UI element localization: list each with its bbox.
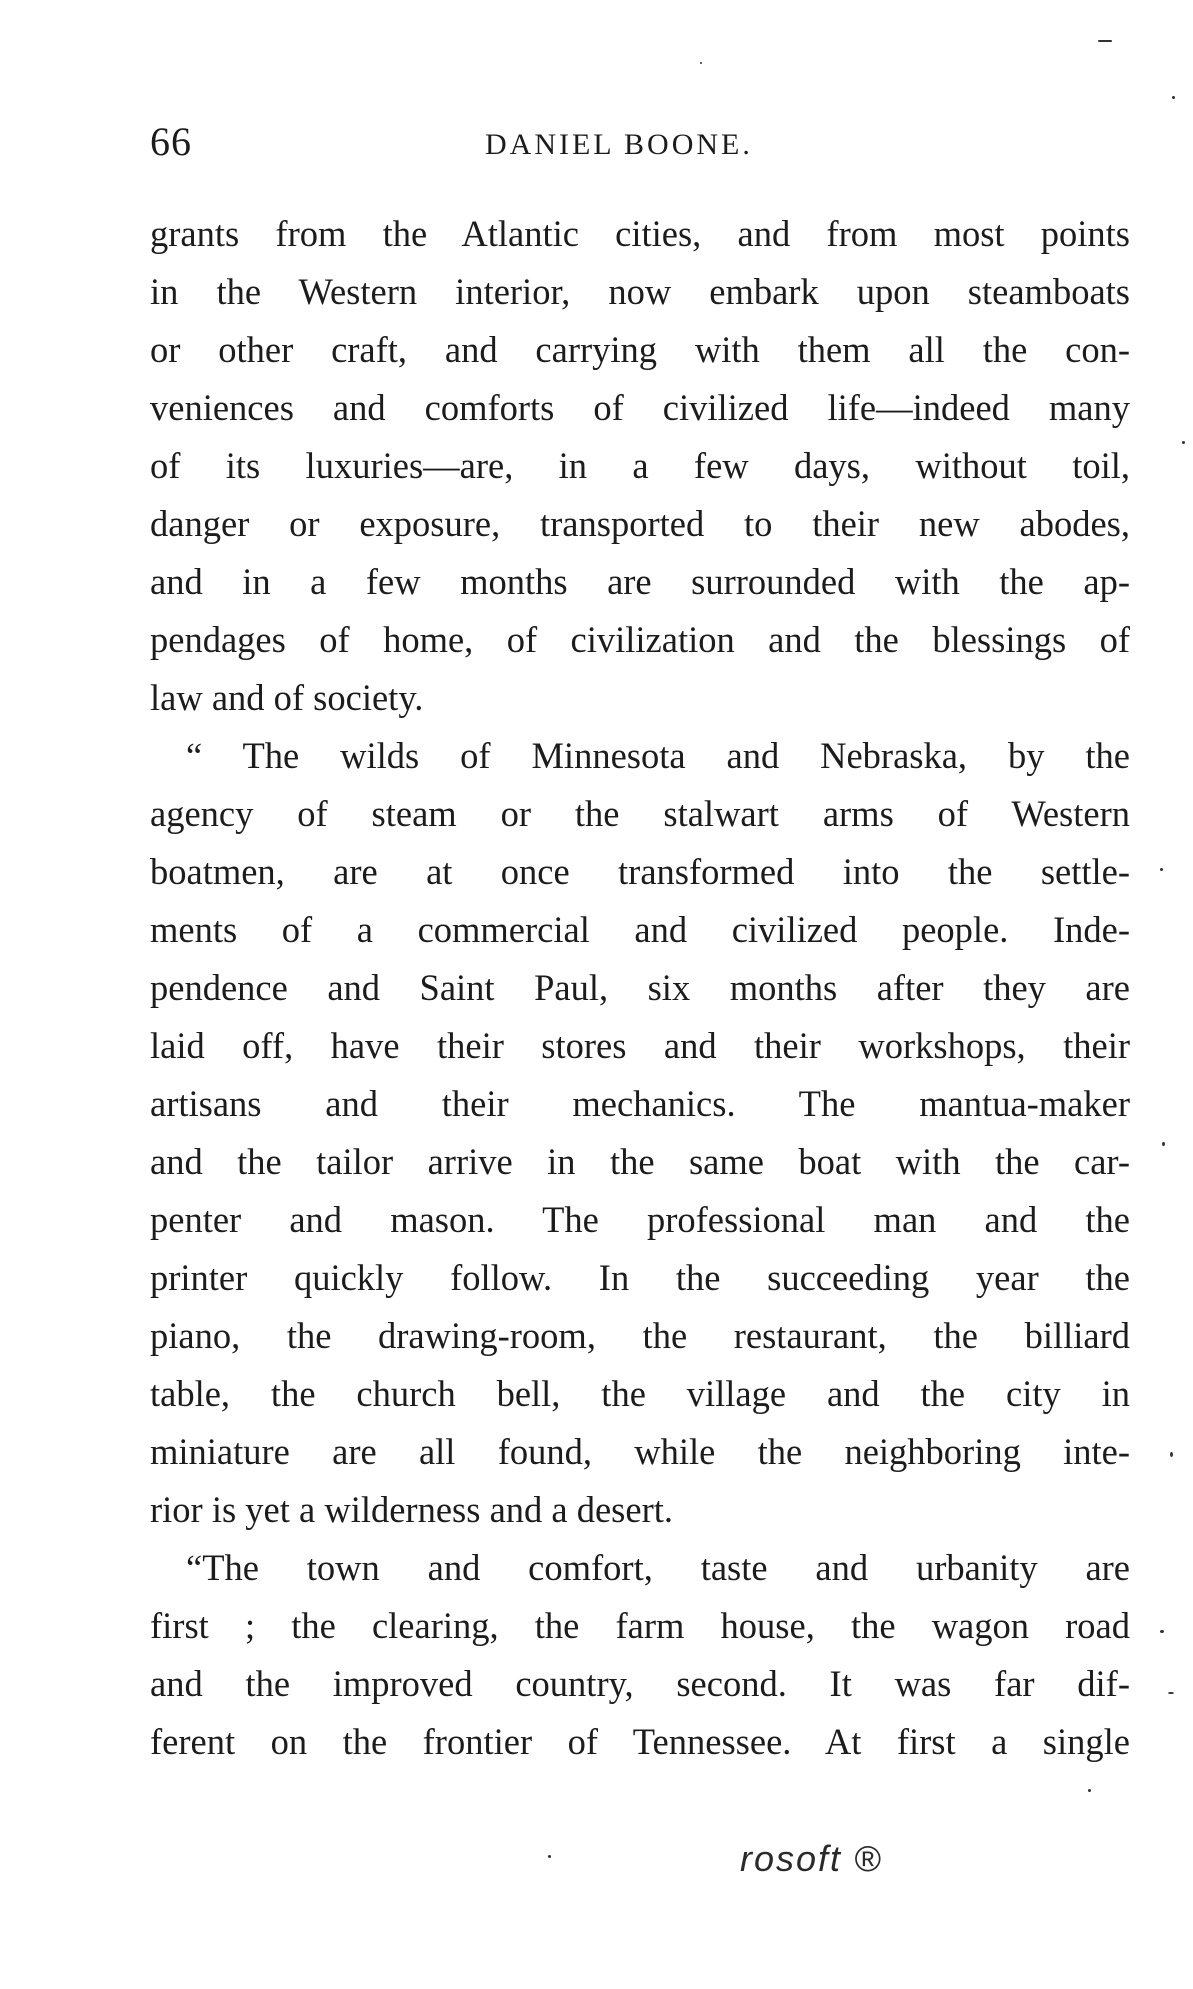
scan-speck [700, 62, 702, 64]
scan-speck [1182, 441, 1185, 444]
text-line: and the improved country, second. It was far dif- [150, 1663, 1130, 1704]
paragraph-2 [150, 727, 1130, 1539]
text-line: veniences and comforts of civilized life—indeed many [150, 387, 1130, 428]
text-line: artisans and their mechanics. The mantua-maker [150, 1083, 1130, 1124]
page-number: 66 [150, 119, 192, 164]
text-line: ments of a commercial and civilized people. Inde- [150, 909, 1130, 950]
text-line: and in a few months are surrounded with the ap- [150, 561, 1130, 602]
text-line: “The town and comfort, taste and urbanity are [186, 1547, 1130, 1588]
scan-speck [1162, 1142, 1165, 1146]
text-line: danger or exposure, transported to their new abodes, [150, 503, 1130, 544]
scan-speck [1160, 868, 1163, 871]
text-line: printer quickly follow. In the succeeding year the [150, 1257, 1130, 1298]
body-text [150, 205, 1130, 1771]
scan-speck [1172, 96, 1175, 99]
text-line: laid off, have their stores and their workshops, their [150, 1025, 1130, 1066]
text-line: first ; the clearing, the farm house, the wagon road [150, 1605, 1130, 1646]
text-line: and the tailor arrive in the same boat with the car- [150, 1141, 1130, 1182]
text-line: penter and mason. The professional man and the [150, 1199, 1130, 1240]
scan-speck [548, 1855, 551, 1858]
scan-speck [1170, 1452, 1173, 1457]
text-line: law and of society. [150, 677, 424, 718]
text-line: “ The wilds of Minnesota and Nebraska, by the [186, 735, 1130, 776]
text-line: piano, the drawing-room, the restaurant, the billiard [150, 1315, 1130, 1356]
text-line: ferent on the frontier of Tennessee. At first a single [150, 1721, 1130, 1762]
text-line: table, the church bell, the village and the city in [150, 1373, 1130, 1414]
text-line: miniature are all found, while the neighboring inte- [150, 1431, 1130, 1472]
scan-speck [1098, 40, 1112, 42]
text-line: pendages of home, of civilization and the blessings of [150, 619, 1130, 660]
text-line: agency of steam or the stalwart arms of Western [150, 793, 1130, 834]
text-line: grants from the Atlantic cities, and from most points [150, 213, 1130, 254]
text-line: boatmen, are at once transformed into the settle- [150, 851, 1130, 892]
text-line: in the Western interior, now embark upon steamboats [150, 271, 1130, 312]
text-line: or other craft, and carrying with them all the con- [150, 329, 1130, 370]
paragraph-3 [150, 1539, 1130, 1771]
text-line: rior is yet a wilderness and a desert. [150, 1489, 673, 1530]
text-line: of its luxuries—are, in a few days, without toil, [150, 445, 1130, 486]
scan-speck [1088, 1789, 1091, 1792]
text-line: pendence and Saint Paul, six months after they are [150, 967, 1130, 1008]
running-title: DANIEL BOONE. [485, 128, 753, 161]
scan-speck [1160, 1630, 1164, 1633]
scanner-watermark: rosoft ® [740, 1838, 883, 1879]
scan-speck [1168, 1692, 1174, 1694]
running-head [150, 118, 1130, 178]
paragraph-1 [150, 205, 1130, 727]
